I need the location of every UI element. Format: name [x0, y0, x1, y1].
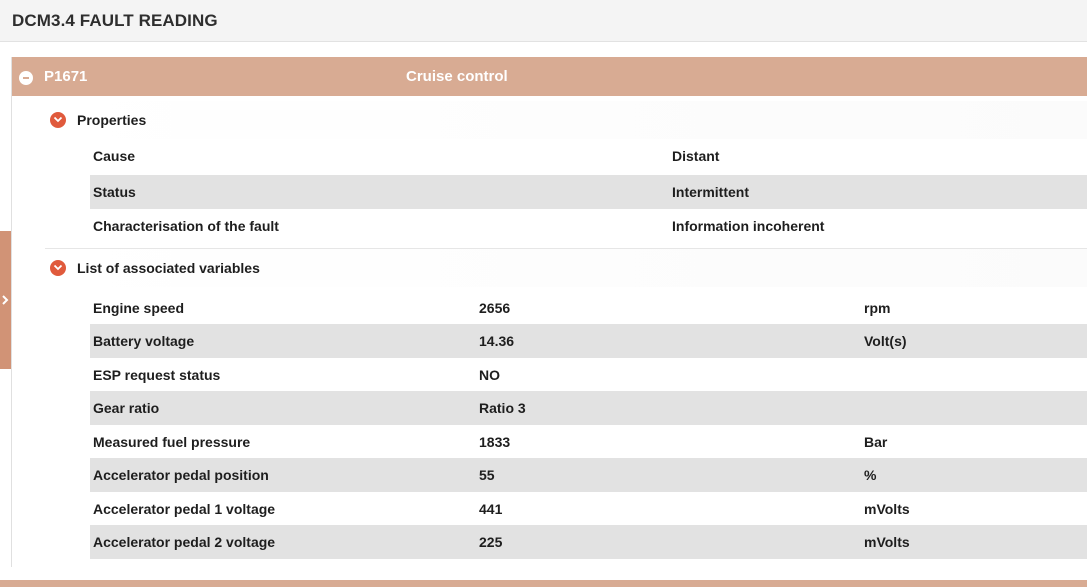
- properties-section: [45, 101, 1087, 249]
- chevron-right-icon: [0, 294, 11, 306]
- variable-unit: %: [864, 467, 877, 483]
- variable-value: 441: [479, 500, 503, 517]
- variable-name: Battery voltage: [93, 333, 195, 349]
- properties-table: [90, 139, 1087, 242]
- variable-value: 14.36: [479, 333, 515, 349]
- variable-value: 225: [479, 534, 503, 550]
- table-row: [90, 358, 1087, 392]
- minus-circle-icon[interactable]: [19, 71, 33, 85]
- property-label: Characterisation of the fault: [93, 217, 279, 234]
- fault-code: P1671: [44, 68, 88, 85]
- variable-name: Accelerator pedal 2 voltage: [93, 534, 276, 550]
- fault-name: Cruise control: [406, 68, 508, 85]
- property-value: Information incoherent: [672, 217, 825, 234]
- variables-section: [45, 249, 1087, 559]
- property-value: Distant: [672, 148, 720, 164]
- variable-unit: Volt(s): [864, 333, 907, 349]
- table-row: [90, 458, 1087, 492]
- chevron-down-icon[interactable]: [50, 112, 66, 128]
- property-value: Intermittent: [672, 184, 749, 200]
- table-row: [90, 391, 1087, 425]
- table-row: [90, 209, 1087, 243]
- variable-value: NO: [479, 366, 500, 383]
- fault-panel: [11, 57, 1087, 567]
- variable-value: Ratio 3: [479, 400, 526, 416]
- variable-value: 55: [479, 467, 495, 483]
- variable-value: 1833: [479, 433, 511, 450]
- variable-unit: mVolts: [864, 500, 910, 517]
- variable-unit: Bar: [864, 433, 888, 450]
- variable-unit: mVolts: [864, 534, 910, 550]
- variable-name: Gear ratio: [93, 400, 160, 416]
- variable-name: Accelerator pedal 1 voltage: [93, 500, 276, 517]
- fault-header-bar[interactable]: [12, 57, 1087, 96]
- variables-table: [90, 287, 1087, 559]
- table-row: [90, 139, 1087, 175]
- variable-value: 2656: [479, 300, 511, 316]
- table-row: [90, 492, 1087, 526]
- table-row: [90, 287, 1087, 324]
- next-fault-bar[interactable]: [0, 580, 1087, 587]
- page-title: DCM3.4 FAULT READING: [12, 11, 218, 30]
- property-label: Status: [93, 184, 136, 200]
- chevron-down-icon[interactable]: [50, 260, 66, 276]
- properties-title: Properties: [77, 112, 147, 128]
- variables-section-header[interactable]: [45, 249, 1087, 287]
- property-label: Cause: [93, 148, 136, 164]
- table-row: [90, 175, 1087, 209]
- table-row: [90, 525, 1087, 559]
- variable-name: Engine speed: [93, 300, 185, 316]
- properties-section-header[interactable]: [45, 101, 1087, 139]
- page-header: [0, 0, 1087, 42]
- variable-name: Accelerator pedal position: [93, 467, 269, 483]
- variable-name: ESP request status: [93, 366, 221, 383]
- variables-title: List of associated variables: [77, 260, 260, 276]
- side-panel-toggle[interactable]: [0, 231, 11, 369]
- variable-name: Measured fuel pressure: [93, 433, 251, 450]
- table-row: [90, 425, 1087, 459]
- variable-unit: rpm: [864, 300, 891, 316]
- table-row: [90, 324, 1087, 358]
